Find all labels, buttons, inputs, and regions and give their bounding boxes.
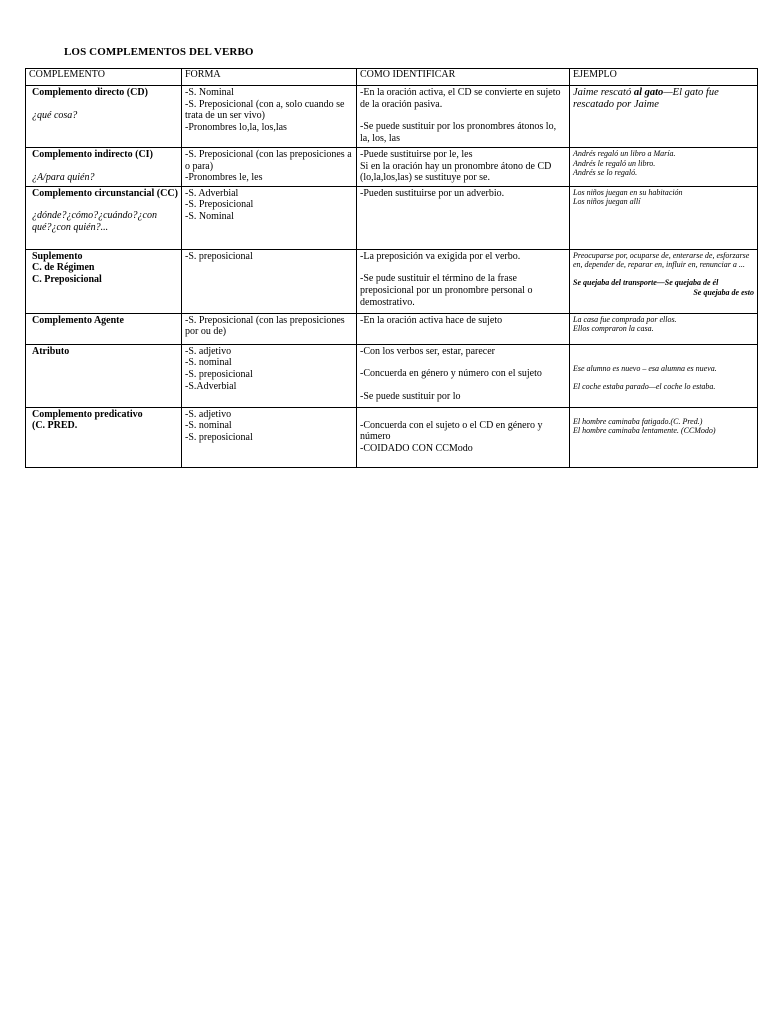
identificar-cell: [357, 86, 570, 148]
document-title: LOS COMPLEMENTOS DEL VERBO: [64, 46, 254, 58]
identificar-line: -Se puede sustituir por los pronombres átonos lo, la, los, las: [360, 121, 557, 144]
forma-line: -S. Nominal: [185, 87, 234, 98]
complemento-cell: [26, 86, 182, 148]
forma-line: -S. Preposicional (con a, solo cuando se trata de un ser vivo): [185, 98, 345, 122]
ejemplo-cell: [570, 344, 758, 407]
identificar-cell: [357, 186, 570, 249]
ejemplo-line: Preocuparse por, ocuparse de, enterarse de, esforzarse en, depender de, reparar en, influir en, renunciar a ...: [573, 250, 750, 270]
identificar-cell: [357, 344, 570, 407]
identificar-line: -La preposición va exigida por el verbo.: [360, 250, 521, 262]
identificar-line: -En la oración activa, el CD se convierte en sujeto de la oración pasiva.: [360, 87, 561, 110]
identificar-line: Si en la oración hay un pronombre átono de CD (lo,la,los,las) se sustituye por se.: [360, 160, 552, 184]
complemento-name: (C. PRED.: [32, 420, 78, 432]
header-como-identificar: COMO IDENTIFICAR: [357, 69, 570, 86]
forma-line: -S. nominal: [185, 357, 232, 369]
table-row: [26, 186, 758, 249]
ejemplo-line: Los niños juegan en su habitación: [573, 187, 683, 197]
complemento-name: Atributo: [32, 345, 70, 357]
complemento-question: ¿dónde?¿cómo?¿cuándo?¿con qué?¿con quién?...: [32, 210, 157, 233]
complemento-name: C. de Régimen: [32, 262, 95, 274]
ejemplo-cell: [570, 249, 758, 313]
ejemplo-line: El coche estaba parado—el coche lo estaba.: [573, 382, 716, 392]
forma-line: -S. Adverbial: [185, 187, 239, 199]
ejemplo-line: Andrés regaló un libro a María.: [573, 149, 676, 158]
complemento-cell: [26, 148, 182, 187]
forma-cell: [182, 249, 357, 313]
identificar-line: -Se pude sustituir el término de la frase preposicional por un pronombre personal o demostrativo.: [360, 273, 533, 308]
forma-line: -S. preposicional: [185, 431, 253, 443]
ejemplo-line: Se quejaba del transporte—Se quejaba de él: [573, 277, 719, 287]
table-row: [26, 249, 758, 313]
ejemplo-cell: [570, 313, 758, 344]
forma-line: -S. nominal: [185, 420, 232, 432]
header-ejemplo: EJEMPLO: [570, 69, 758, 86]
ejemplo-cell: [570, 148, 758, 187]
ejemplo-line: El hombre caminaba fatigado.(C. Pred.): [573, 416, 703, 426]
ejemplo-line: El hombre caminaba lentamente. (CCModo): [573, 426, 716, 436]
ejemplo-cell: [570, 86, 758, 148]
complemento-name: Complemento indirecto (CI): [32, 149, 153, 160]
forma-line: -S. adjetivo: [185, 345, 232, 357]
forma-cell: [182, 86, 357, 148]
complemento-name: Complemento predicativo: [32, 408, 143, 420]
complemento-cell: [26, 313, 182, 344]
complemento-name: Complemento directo (CD): [32, 87, 148, 98]
forma-line: -S. adjetivo: [185, 408, 232, 420]
forma-line: -Pronombres le, les: [185, 172, 263, 184]
identificar-cell: [357, 313, 570, 344]
ejemplo-highlight: al gato: [633, 87, 664, 98]
forma-cell: [182, 344, 357, 407]
table-row: [26, 313, 758, 344]
table-header-row: [26, 69, 758, 86]
forma-line: -Pronombres lo,la, los,las: [185, 121, 287, 133]
identificar-line: -COIDADO CON CCModo: [360, 442, 473, 454]
forma-cell: [182, 407, 357, 467]
identificar-line: -Pueden sustituirse por un adverbio.: [360, 187, 505, 199]
ejemplo-text: —El gato fue rescatado por Jaime: [573, 87, 719, 110]
complemento-name: Complemento Agente: [32, 314, 124, 326]
forma-line: -S. Preposicional: [185, 199, 254, 211]
complemento-name: Complemento circunstancial (CC): [32, 187, 178, 199]
ejemplo-line: La casa fue comprada por ellos.: [573, 314, 677, 324]
complemento-cell: [26, 249, 182, 313]
forma-cell: [182, 148, 357, 187]
complemento-question: ¿A/para quién?: [32, 171, 95, 183]
complements-table: [25, 68, 758, 468]
table-row: [26, 344, 758, 407]
ejemplo-line: Se quejaba de esto: [693, 287, 754, 297]
complemento-cell: [26, 407, 182, 467]
ejemplo-line: Los niños juegan allí: [573, 197, 641, 207]
complemento-name: Suplemento: [32, 250, 83, 262]
identificar-cell: [357, 407, 570, 467]
forma-cell: [182, 313, 357, 344]
identificar-cell: [357, 148, 570, 187]
table-row: [26, 407, 758, 467]
complemento-cell: [26, 344, 182, 407]
ejemplo-line: Andrés le regaló un libro.: [573, 158, 656, 168]
identificar-line: -Concuerda con el sujeto o el CD en género y número: [360, 419, 543, 443]
forma-line: -S. preposicional: [185, 250, 253, 262]
ejemplo-line: [573, 87, 754, 111]
identificar-line: -En la oración activa hace de sujeto: [360, 314, 503, 326]
ejemplo-cell: [570, 186, 758, 249]
ejemplo-line: Andrés se lo regaló.: [573, 168, 638, 178]
identificar-line: -Se puede sustituir por lo: [360, 390, 461, 402]
table-row: [26, 148, 758, 187]
identificar-line: -Puede sustituirse por le, les: [360, 149, 473, 160]
complemento-cell: [26, 186, 182, 249]
forma-line: -S. Preposicional (con las preposiciones a o para): [185, 149, 352, 172]
forma-line: -S. Nominal: [185, 210, 234, 222]
header-complemento: COMPLEMENTO: [26, 69, 182, 86]
ejemplo-cell: [570, 407, 758, 467]
identificar-cell: [357, 249, 570, 313]
forma-line: -S. preposicional: [185, 368, 253, 380]
ejemplo-text: Jaime rescató: [573, 87, 634, 98]
ejemplo-line: Ese alumno es nuevo – esa alumna es nueva.: [573, 363, 717, 373]
header-forma: FORMA: [182, 69, 357, 86]
identificar-line: -Con los verbos ser, estar, parecer: [360, 345, 495, 357]
forma-cell: [182, 186, 357, 249]
forma-line: -S.Adverbial: [185, 380, 237, 392]
table-row: [26, 86, 758, 148]
complemento-question: ¿qué cosa?: [32, 109, 78, 121]
identificar-line: -Concuerda en género y número con el sujeto: [360, 368, 542, 380]
ejemplo-line: Ellos compraron la casa.: [573, 324, 654, 334]
complemento-name: C. Preposicional: [32, 273, 102, 285]
forma-line: -S. Preposicional (con las preposiciones por ou de): [185, 314, 345, 338]
